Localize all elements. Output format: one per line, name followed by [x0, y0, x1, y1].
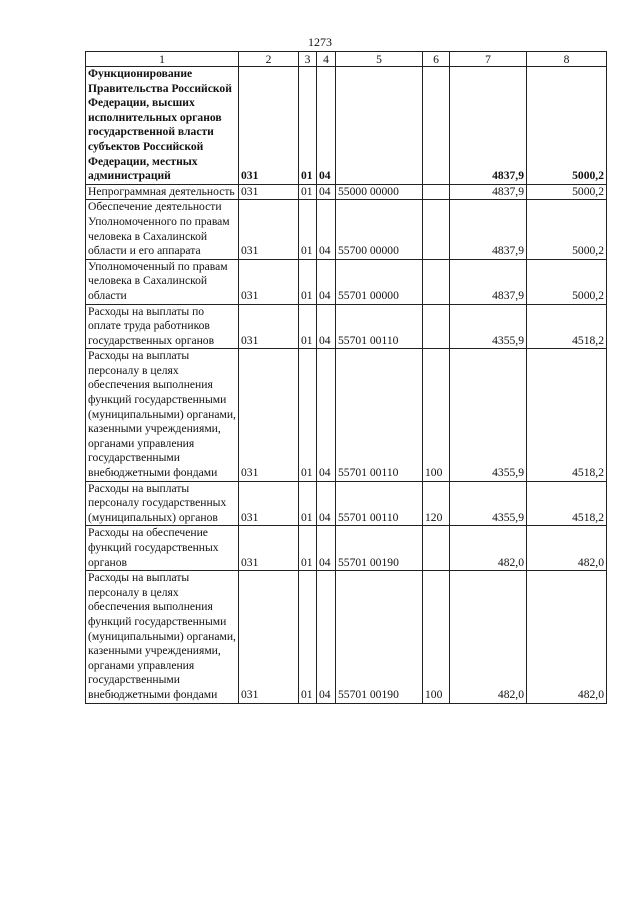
target-code-cell: 55700 00000 [336, 200, 423, 259]
amount-year-2-cell: 5000,2 [527, 184, 607, 200]
ministry-code-cell: 031 [239, 481, 299, 526]
amount-year-2-cell: 4518,2 [527, 349, 607, 481]
subsection-code-cell: 04 [317, 481, 336, 526]
header-row [86, 52, 607, 67]
amount-year-1-cell: 482,0 [450, 571, 527, 703]
target-code-cell: 55701 00190 [336, 571, 423, 703]
row-name-cell: Обеспечение деятельности Уполномоченного по правам человека в Сахалинской области и его аппарата [86, 200, 239, 259]
header-cell: 4 [317, 52, 336, 67]
amount-year-2-cell: 482,0 [527, 526, 607, 571]
subsection-code-cell: 04 [317, 349, 336, 481]
section-code-cell: 01 [299, 200, 317, 259]
row-name-cell: Непрограммная деятельность [86, 184, 239, 200]
section-code-cell: 01 [299, 526, 317, 571]
target-code-cell [336, 67, 423, 185]
expense-type-cell: 120 [423, 481, 450, 526]
amount-year-1-cell: 4837,9 [450, 67, 527, 185]
subsection-code-cell: 04 [317, 526, 336, 571]
header-cell: 8 [527, 52, 607, 67]
table-row [86, 526, 607, 571]
row-name-cell: Расходы на выплаты персоналу в целях обеспечения выполнения функций государственными (муниципальными) органами, казенными учреждениями, органами управления государственными внебюджетными фондами [86, 571, 239, 703]
amount-year-1-cell: 4355,9 [450, 349, 527, 481]
ministry-code-cell: 031 [239, 526, 299, 571]
row-name-cell: Расходы на обеспечение функций государственных органов [86, 526, 239, 571]
table-row [86, 67, 607, 185]
ministry-code-cell: 031 [239, 200, 299, 259]
page-number: 1273 [308, 35, 332, 49]
section-code-cell: 01 [299, 259, 317, 304]
subsection-code-cell: 04 [317, 304, 336, 349]
section-code-cell: 01 [299, 184, 317, 200]
target-code-cell: 55701 00110 [336, 304, 423, 349]
expense-type-cell [423, 200, 450, 259]
header-cell: 5 [336, 52, 423, 67]
ministry-code-cell: 031 [239, 571, 299, 703]
ministry-code-cell: 031 [239, 184, 299, 200]
table-row [86, 349, 607, 481]
amount-year-2-cell: 5000,2 [527, 259, 607, 304]
budget-table [85, 51, 607, 704]
row-name-cell: Расходы на выплаты персоналу государственных (муниципальных) органов [86, 481, 239, 526]
row-name-cell: Расходы на выплаты персоналу в целях обеспечения выполнения функций государственными (муниципальными) органами, казенными учреждениями, органами управления государственными внебюджетными фондами [86, 349, 239, 481]
expense-type-cell [423, 304, 450, 349]
table-row [86, 259, 607, 304]
table-row [86, 571, 607, 703]
subsection-code-cell: 04 [317, 571, 336, 703]
target-code-cell: 55701 00110 [336, 481, 423, 526]
amount-year-2-cell: 4518,2 [527, 304, 607, 349]
ministry-code-cell: 031 [239, 259, 299, 304]
row-name-cell: Функционирование Правительства Российской Федерации, высших исполнительных органов государственной власти субъектов Российской Федерации, местных администраций [86, 67, 239, 185]
section-code-cell: 01 [299, 304, 317, 349]
row-name-cell: Расходы на выплаты по оплате труда работников государственных органов [86, 304, 239, 349]
header-cell: 3 [299, 52, 317, 67]
subsection-code-cell: 04 [317, 184, 336, 200]
amount-year-1-cell: 4837,9 [450, 184, 527, 200]
target-code-cell: 55701 00190 [336, 526, 423, 571]
ministry-code-cell: 031 [239, 304, 299, 349]
header-cell: 7 [450, 52, 527, 67]
header-cell: 1 [86, 52, 239, 67]
amount-year-1-cell: 4355,9 [450, 304, 527, 349]
section-code-cell: 01 [299, 481, 317, 526]
expense-type-cell [423, 526, 450, 571]
section-code-cell: 01 [299, 349, 317, 481]
expense-type-cell [423, 184, 450, 200]
table-row [86, 200, 607, 259]
target-code-cell: 55000 00000 [336, 184, 423, 200]
ministry-code-cell: 031 [239, 67, 299, 185]
header-cell: 2 [239, 52, 299, 67]
subsection-code-cell: 04 [317, 259, 336, 304]
amount-year-1-cell: 4355,9 [450, 481, 527, 526]
amount-year-2-cell: 482,0 [527, 571, 607, 703]
amount-year-1-cell: 4837,9 [450, 200, 527, 259]
table-row [86, 481, 607, 526]
section-code-cell: 01 [299, 67, 317, 185]
expense-type-cell [423, 259, 450, 304]
header-cell: 6 [423, 52, 450, 67]
amount-year-1-cell: 482,0 [450, 526, 527, 571]
section-code-cell: 01 [299, 571, 317, 703]
table-row [86, 184, 607, 200]
target-code-cell: 55701 00000 [336, 259, 423, 304]
target-code-cell: 55701 00110 [336, 349, 423, 481]
amount-year-2-cell: 5000,2 [527, 200, 607, 259]
amount-year-1-cell: 4837,9 [450, 259, 527, 304]
expense-type-cell: 100 [423, 571, 450, 703]
subsection-code-cell: 04 [317, 200, 336, 259]
amount-year-2-cell: 4518,2 [527, 481, 607, 526]
subsection-code-cell: 04 [317, 67, 336, 185]
table-body [86, 67, 607, 704]
row-name-cell: Уполномоченный по правам человека в Сахалинской области [86, 259, 239, 304]
amount-year-2-cell: 5000,2 [527, 67, 607, 185]
expense-type-cell: 100 [423, 349, 450, 481]
expense-type-cell [423, 67, 450, 185]
ministry-code-cell: 031 [239, 349, 299, 481]
table-row [86, 304, 607, 349]
